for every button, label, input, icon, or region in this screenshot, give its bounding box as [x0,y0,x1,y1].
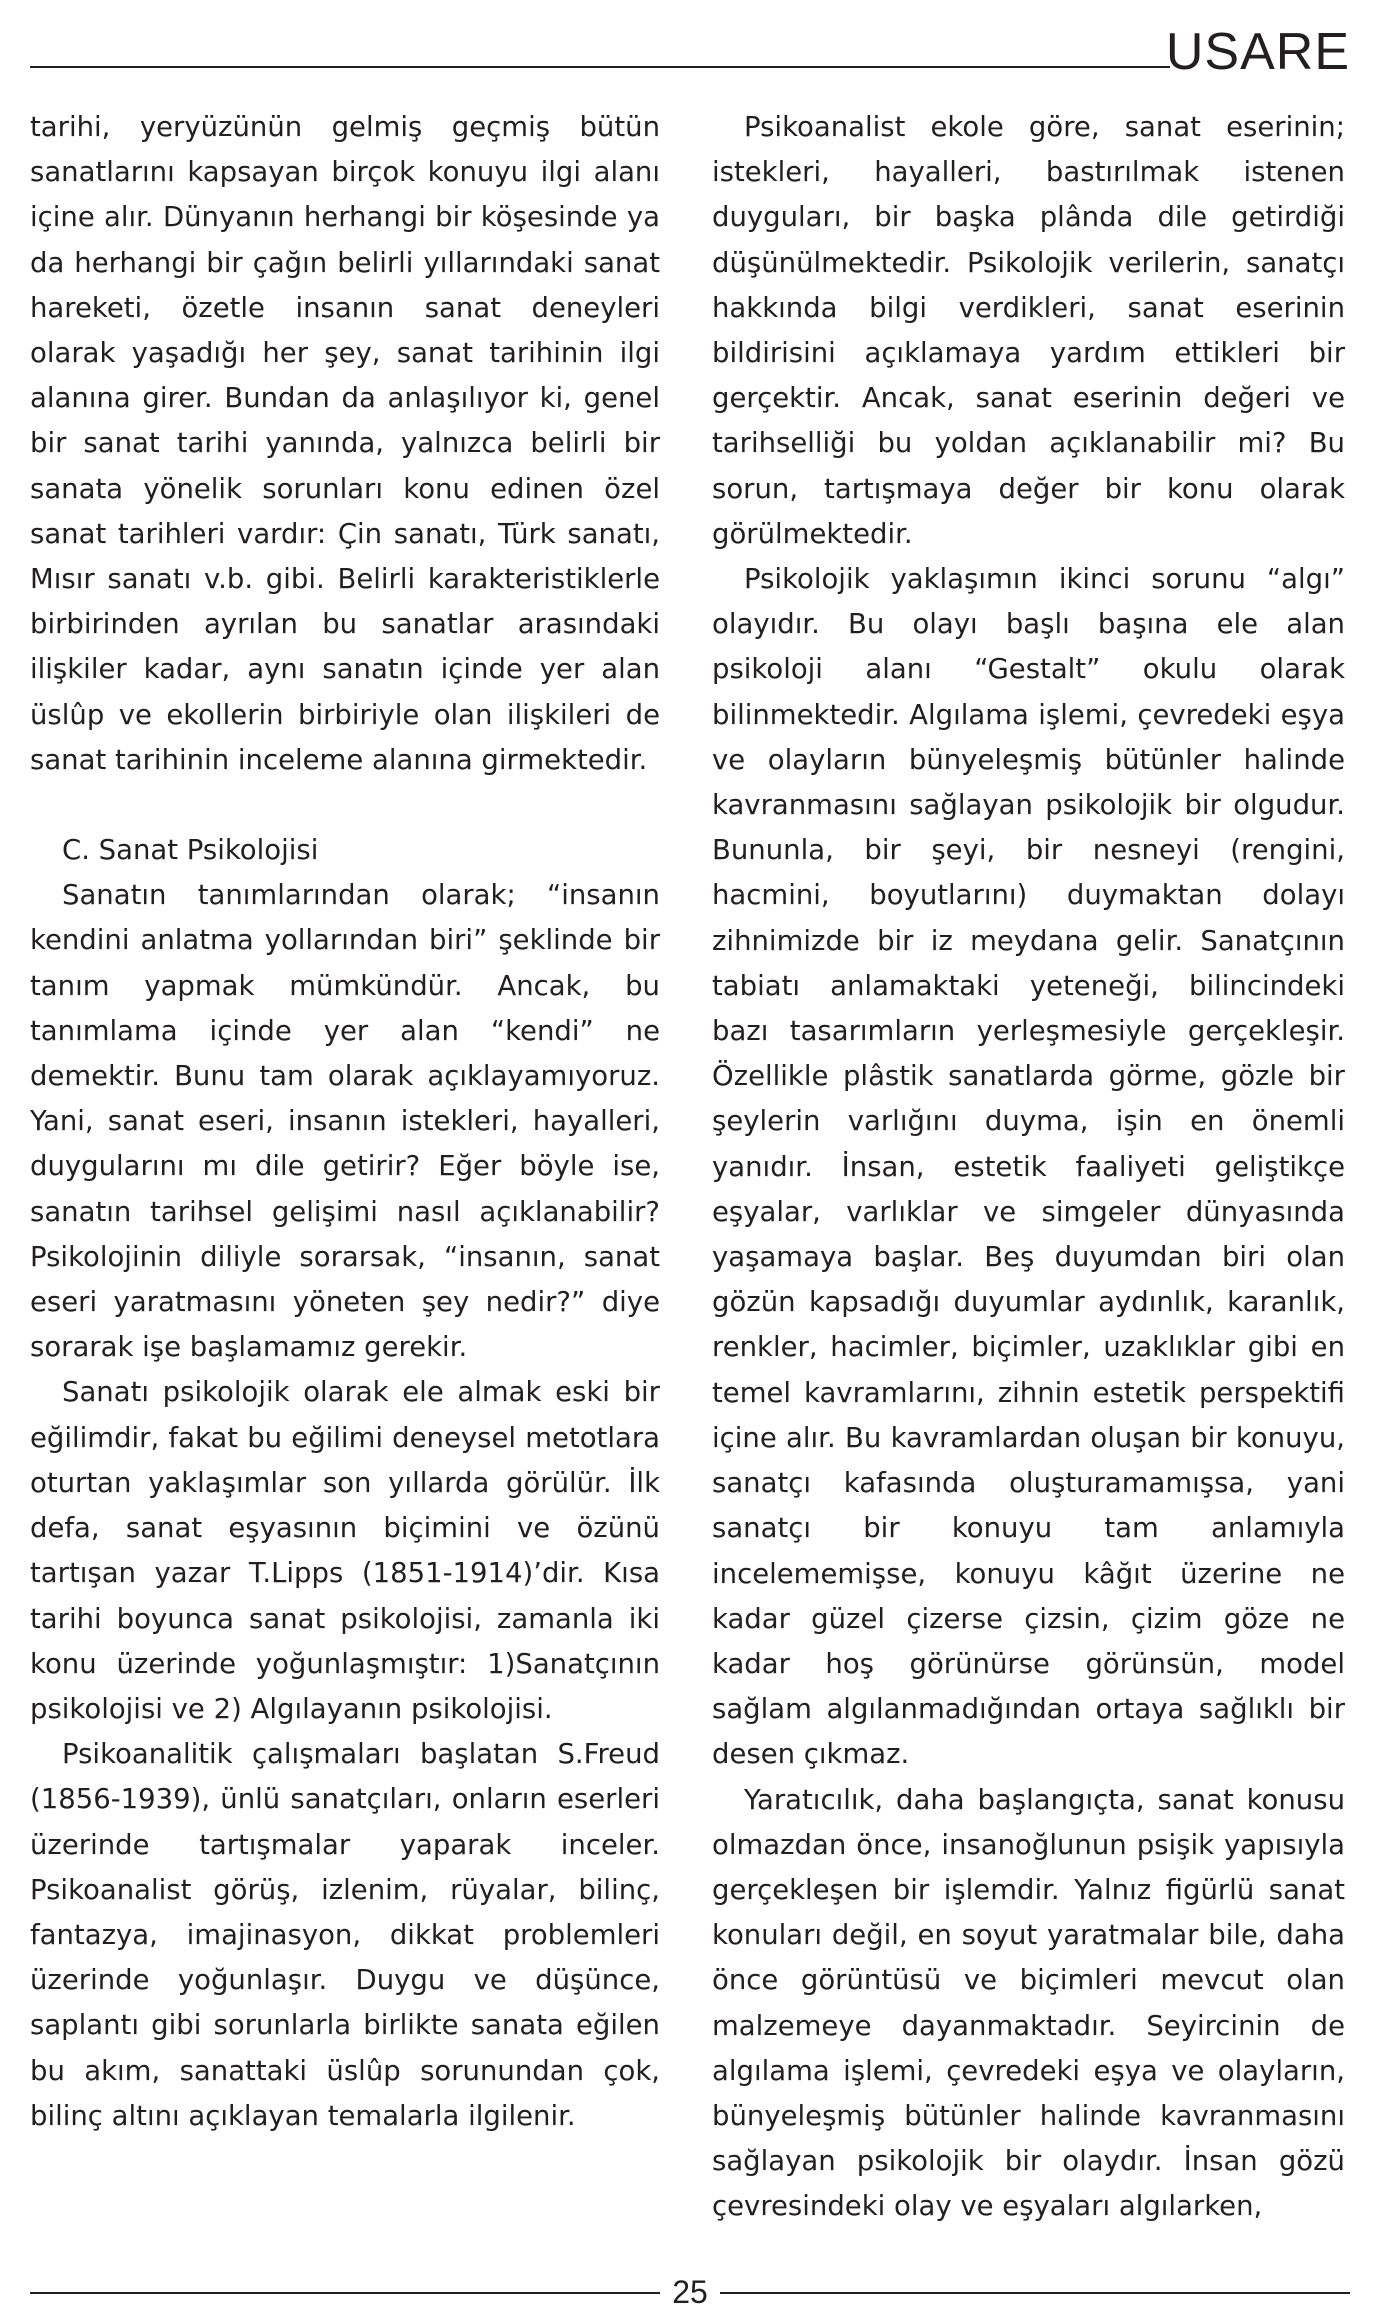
page-footer [30,2272,1350,2312]
page-number: 25 [672,2274,708,2310]
paragraph-definition: Sanatın tanımlarından olarak; “insanın kendini anlatma yollarından biri” şeklinde bir tanım yapmak mümkündür. Ancak, bu tanımlama içinde yer alan “kendi” ne demektir. Bunu tam olarak açıklayamıyoruz. Yani, sanat eseri, insanın istekleri, hayalleri, duygularını mı dile getirir? Eğer böyle ise, sanatın tarihsel gelişimi nasıl açıklanabilir? Psikolojinin diliyle sorarsak, “insanın, sanat eseri yaratmasını yöneten şey nedir?” diye sorarak işe başlamamız gerekir. [30,879,660,1364]
paragraph-creativity: Yaratıcılık, daha başlangıçta, sanat konusu olmazdan önce, insanoğlunun psişik yapısıyla gerçekleşen bir işlemdir. Yalnız figürlü sanat konuları değil, en soyut yaratmalar bile, daha önce görüntüsü ve biçimleri mevcut olan malzemeye dayanmaktadır. Seyircinin de algılama işlemi, çevredeki eşya ve olayların, bünyeleşmiş bütünler halinde kavranmasını sağlayan psikolojik bir olaydır. İnsan gözü çevresindeki olay ve eşyaları algılarken, [712,1783,1345,2223]
right-column [712,105,1345,2230]
journal-name: USARE [1165,23,1350,81]
left-column [30,105,660,2139]
header-rule [30,66,1170,68]
paragraph-perception: Psikolojik yaklaşımın ikinci sorunu “algı” olayıdır. Bu olayı başlı başına ele alan psikoloji alanı “Gestalt” okulu olarak bilinmektedir. Algılama işlemi, çevredeki eşya ve olayların bünyeleşmiş bütünler halinde kavranmasını sağlayan psikolojik bir olgudur. Bununla, bir şeyi, bir nesneyi (rengini, hacmini, boyutlarını) duymaktan dolayı zihnimizde bir iz meydana gelir. Sanatçının tabiatı anlamaktaki yeteneği, bilincindeki bazı tasarımların yerleşmesiyle gerçekleşir. Özellikle plâstik sanatlarda görme, gözle bir şeylerin varlığını duyma, işin en önemli yanıdır. İnsan, estetik faaliyeti geliştikçe eşyalar, varlıklar ve simgeler dünyasında yaşamaya başlar. Beş duyumdan biri olan gözün kapsadığı duyumlar aydınlık, karanlık, renkler, hacimler, biçimler, uzaklıklar gibi en temel kavramlarını, zihnin estetik perspektifi içine alır. Bu kavramlardan oluşan bir konuyu, sanatçı kafasında oluşturamamışsa, yani sanatçı bir konuyu tam anlamıyla incelememişse, konuyu kâğıt üzerine ne kadar güzel çizerse çizsin, çizim göze ne kadar hoş görünürse görünsün, model sağlam algılanmadığından ortaya sağlıklı bir desen çıkmaz. [712,563,1345,1771]
paragraph-freud: Psikoanalitik çalışmaları başlatan S.Freud (1856-1939), ünlü sanatçıları, onların eserleri üzerinde tartışmalar yaparak inceler. Psikoanalist görüş, izlenim, rüyalar, bilinç, fantazya, imajinasyon, dikkat problemleri üzerinde yoğunlaşır. Duygu ve düşünce, saplantı gibi sorunlarla birlikte sanata eğilen bu akım, sanattaki üslûp sorunundan çok, bilinç altını açıklayan temalarla ilgilenir. [30,1738,660,2132]
paragraph-art-history: tarihi, yeryüzünün gelmiş geçmiş bütün sanatlarını kapsayan birçok konuyu ilgi alanı içine alır. Dünyanın herhangi bir köşesinde ya da herhangi bir çağın belirli yıllarındaki sanat hareketi, özetle insanın sanat deneyleri olarak yaşadığı her şey, sanat tarihinin ilgi alanına girer. Bundan da anlaşılıyor ki, genel bir sanat tarihi yanında, yalnızca belirli bir sanata yönelik sorunları konu edinen özel sanat tarihleri vardır: Çin sanatı, Türk sanatı, Mısır sanatı v.b. gibi. Belirli karakteristiklerle birbirinden ayrılan bu sanatlar arasındaki ilişkiler kadar, aynı sanatın içinde yer alan üslûp ve ekollerin birbiriyle olan ilişkileri de sanat tarihinin inceleme alanına girmektedir. [30,111,660,776]
footer-rule-right [720,2292,1350,2294]
footer-rule-left [30,2292,660,2294]
paragraph-psychoanalytic-school: Psikoanalist ekole göre, sanat eserinin; istekleri, hayalleri, bastırılmak istenen duyguları, bir başka plânda dile getirdiği düşünülmektedir. Psikolojik verilerin, sanatçı hakkında bilgi verdikleri, sanat eserinin bildirisini açıklamaya yardım ettikleri bir gerçektir. Ancak, sanat eserinin değeri ve tarihselliği bu yoldan açıklanabilir mi? Bu sorun, tartışmaya değer bir konu olarak görülmektedir. [712,111,1345,550]
paragraph-psychology-history: Sanatı psikolojik olarak ele almak eski bir eğilimdir, fakat bu eğilimi deneysel metotlara oturtan yaklaşımlar son yıllarda görülür. İlk defa, sanat eşyasının biçimini ve özünü tartışan yazar T.Lipps (1851-1914)’dir. Kısa tarihi boyunca sanat psikolojisi, zamanla iki konu üzerinde yoğunlaşmıştır: 1)Sanatçının psikolojisi ve 2) Algılayanın psikolojisi. [30,1376,660,1725]
section-heading: C. Sanat Psikolojisi [62,834,319,867]
page-header [30,20,1350,80]
